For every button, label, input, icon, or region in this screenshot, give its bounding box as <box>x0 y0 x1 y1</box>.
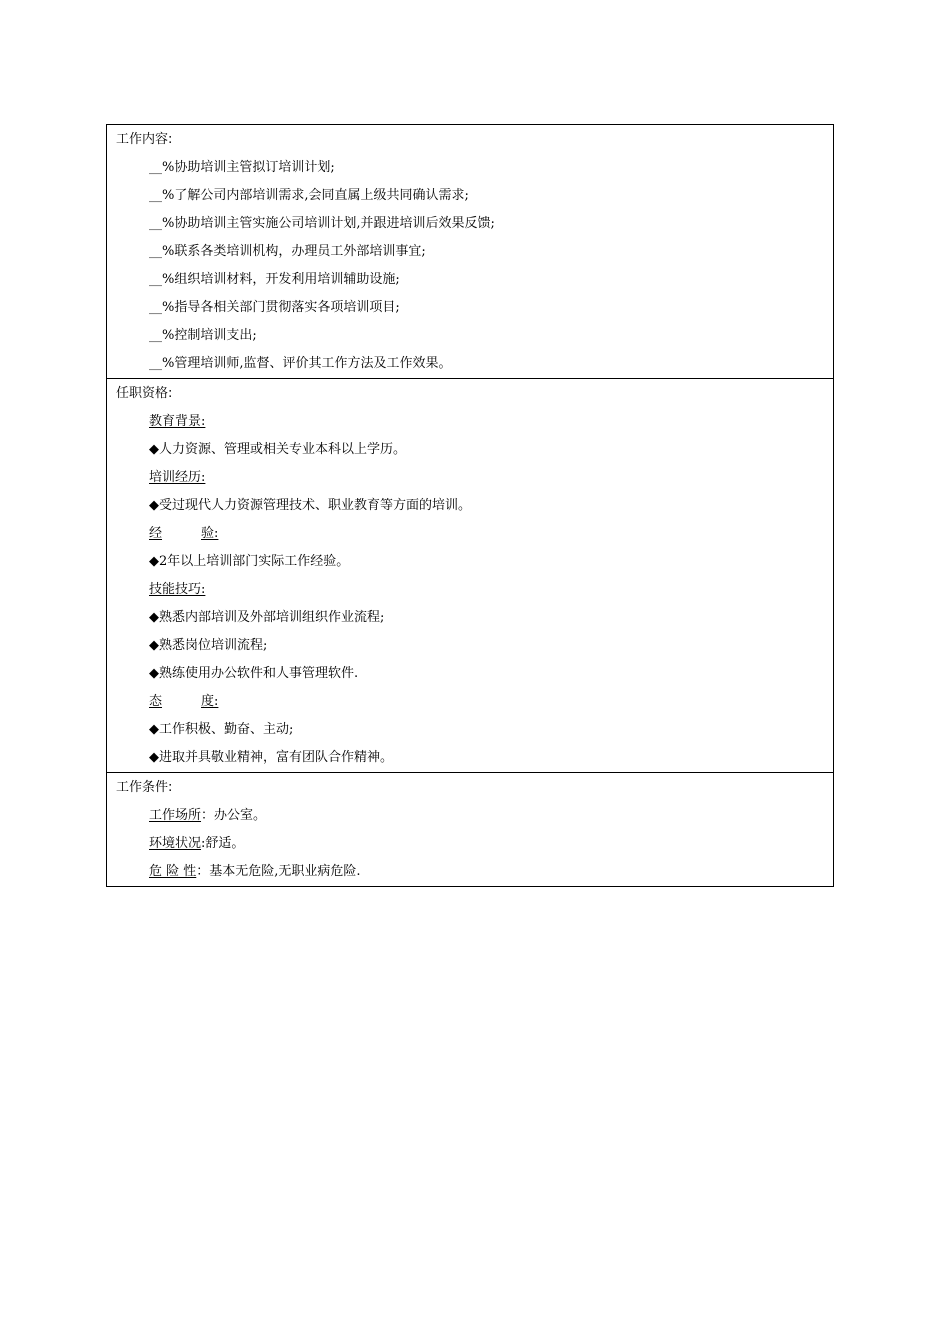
attitude-heading-part-b: 度: <box>201 694 219 709</box>
condition-value: ：基本无危险,无职业病危险. <box>196 864 361 879</box>
duties-title: 工作内容: <box>116 132 173 147</box>
experience-heading-row <box>116 516 825 544</box>
skills-item: ◆熟悉内部培训及外部培训组织作业流程; <box>149 610 385 625</box>
condition-value: :舒适。 <box>201 836 245 851</box>
attitude-heading <box>149 692 218 712</box>
conditions-section <box>107 772 833 886</box>
condition-label: 工作场所 <box>149 808 202 823</box>
job-description-table <box>106 124 834 887</box>
qualifications-section <box>107 378 833 772</box>
training-heading-row <box>116 460 825 488</box>
experience-heading <box>149 524 218 544</box>
attitude-item: ◆进取并具敬业精神，富有团队合作精神。 <box>149 750 393 765</box>
duties-section <box>107 125 833 378</box>
duty-item: __%协助培训主管拟订培训计划; <box>149 160 335 175</box>
condition-label: 危 险 性 <box>149 864 197 879</box>
condition-value: ：办公室。 <box>201 808 267 823</box>
condition-item-workplace <box>116 798 825 826</box>
skills-heading: 技能技巧: <box>149 582 206 597</box>
attitude-heading-row <box>116 684 825 712</box>
attitude-item: ◆工作积极、勤奋、主动; <box>149 722 294 737</box>
condition-item-environment <box>116 826 825 854</box>
duty-item: __%协助培训主管实施公司培训计划,并跟进培训后效果反馈; <box>149 216 495 231</box>
duty-item: __%组织培训材料，开发利用培训辅助设施; <box>149 272 400 287</box>
experience-heading-part-a: 经 <box>149 526 163 541</box>
training-item: ◆受过现代人力资源管理技术、职业教育等方面的培训。 <box>149 498 471 513</box>
education-heading-row <box>116 404 825 432</box>
skills-heading-row <box>116 572 825 600</box>
experience-heading-gap <box>162 524 201 544</box>
education-heading: 教育背景: <box>149 414 206 429</box>
duty-item: __%指导各相关部门贯彻落实各项培训项目; <box>149 300 400 315</box>
duty-item: __%联系各类培训机构，办理员工外部培训事宜; <box>149 244 426 259</box>
attitude-heading-part-a: 态 <box>149 694 163 709</box>
training-heading: 培训经历: <box>149 470 206 485</box>
duty-item: __%了解公司内部培训需求,会同直属上级共同确认需求; <box>149 188 469 203</box>
duty-item: __%管理培训师,监督、评价其工作方法及工作效果。 <box>149 356 452 371</box>
attitude-heading-gap <box>162 692 201 712</box>
condition-label: 环境状况 <box>149 836 202 851</box>
skills-item: ◆熟悉岗位培训流程; <box>149 638 268 653</box>
skills-item: ◆熟练使用办公软件和人事管理软件. <box>149 666 359 681</box>
experience-item: ◆2年以上培训部门实际工作经验。 <box>149 554 350 569</box>
duty-item: __%控制培训支出; <box>149 328 257 343</box>
conditions-title: 工作条件: <box>116 780 173 795</box>
qualifications-title: 任职资格: <box>116 386 173 401</box>
experience-heading-part-b: 验: <box>201 526 219 541</box>
condition-item-hazard <box>116 854 825 882</box>
education-item: ◆人力资源、管理或相关专业本科以上学历。 <box>149 442 406 457</box>
